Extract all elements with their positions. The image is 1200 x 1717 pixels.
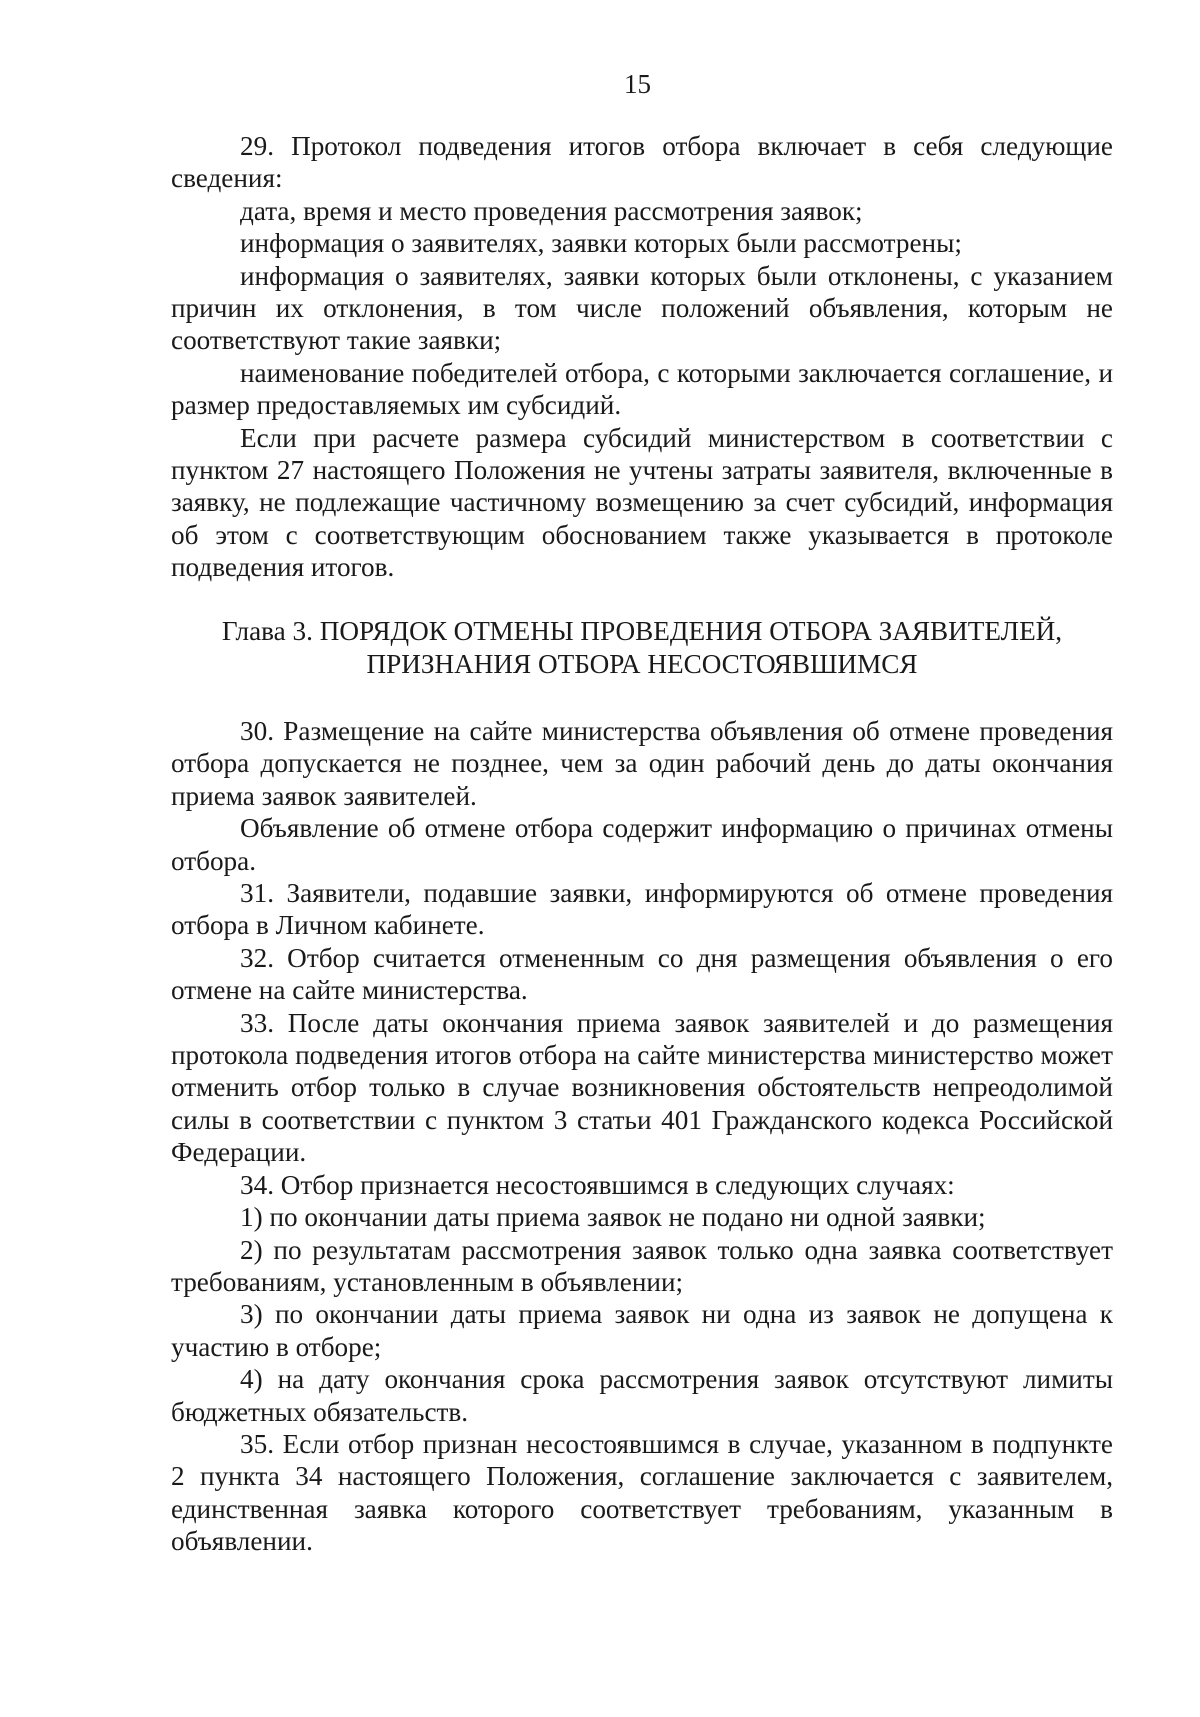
list-item-34-1: 1) по окончании даты приема заявок не подано ни одной заявки;: [240, 1202, 986, 1233]
page-number: 15: [624, 69, 651, 99]
paragraph-35: 35. Если отбор признан несостоявшимся в случае, указанном в подпункте 2 пункта 34 настоящего Положения, соглашение заключается с заявителем, единственная заявка которого соответствует требованиям, указанным в объявлении.: [171, 1428, 1113, 1557]
list-item-reviewed-applicants: информация о заявителях, заявки которых были рассмотрены;: [240, 228, 962, 259]
paragraph-34: 34. Отбор признается несостоявшимся в следующих случаях:: [240, 1169, 955, 1200]
list-item-rejected-applicants: информация о заявителях, заявки которых были отклонены, с указанием причин их отклонения, в том числе положений объявления, которым не соответствуют такие заявки;: [171, 260, 1113, 356]
paragraph-cancel-announcement: Объявление об отмене отбора содержит информацию о причинах отмены отбора.: [171, 813, 1113, 876]
chapter-heading-line-2: ПРИЗНАНИЯ ОТБОРА НЕСОСТОЯВШИМСЯ: [366, 649, 918, 679]
paragraph-33: 33. После даты окончания приема заявок заявителей и до размещения протокола подведения итогов отбора на сайте министерства министерство может отменить отбор только в случае возникновения обстоятельств непреодолимой силы в соответствии с пунктом 3 статьи 401 Гражданского кодекса Российской Федерации.: [171, 1007, 1113, 1168]
list-item-34-4: 4) на дату окончания срока рассмотрения заявок отсутствуют лимиты бюджетных обязательств.: [171, 1364, 1113, 1427]
section-top-text: [171, 130, 1113, 584]
paragraph-32: 32. Отбор считается отмененным со дня размещения объявления о его отмене на сайте министерства.: [171, 942, 1113, 1006]
list-item-34-2: 2) по результатам рассмотрения заявок только одна заявка соответствует требованиям, установленным в объявлении;: [171, 1234, 1113, 1297]
section-bottom-text: [171, 715, 1113, 1558]
list-item-date-time-place: дата, время и место проведения рассмотрения заявок;: [240, 195, 863, 226]
list-item-winners: наименование победителей отбора, с которыми заключается соглашение, и размер предоставляемых им субсидий.: [171, 357, 1113, 421]
paragraph-30: 30. Размещение на сайте министерства объявления об отмене проведения отбора допускается не позднее, чем за один рабочий день до даты окончания приема заявок заявителей.: [171, 716, 1113, 811]
paragraph-subsidy-calculation: Если при расчете размера субсидий министерством в соответствии с пунктом 27 настоящего Положения не учтены затраты заявителя, включенные в заявку, не подлежащие частичному возмещению за счет субсидий, информация об этом с соответствующим обоснованием также указывается в протоколе подведения итогов.: [171, 422, 1113, 583]
paragraph-31: 31. Заявители, подавшие заявки, информируются об отмене проведения отбора в Личном кабинете.: [171, 878, 1113, 941]
chapter-heading-line-1: Глава 3. ПОРЯДОК ОТМЕНЫ ПРОВЕДЕНИЯ ОТБОРА ЗАЯВИТЕЛЕЙ,: [221, 616, 1063, 646]
chapter-heading: [171, 615, 1113, 681]
list-item-34-3: 3) по окончании даты приема заявок ни одна из заявок не допущена к участию в отборе;: [171, 1299, 1113, 1362]
paragraph-29: 29. Протокол подведения итогов отбора включает в себя следующие сведения:: [171, 131, 1113, 194]
